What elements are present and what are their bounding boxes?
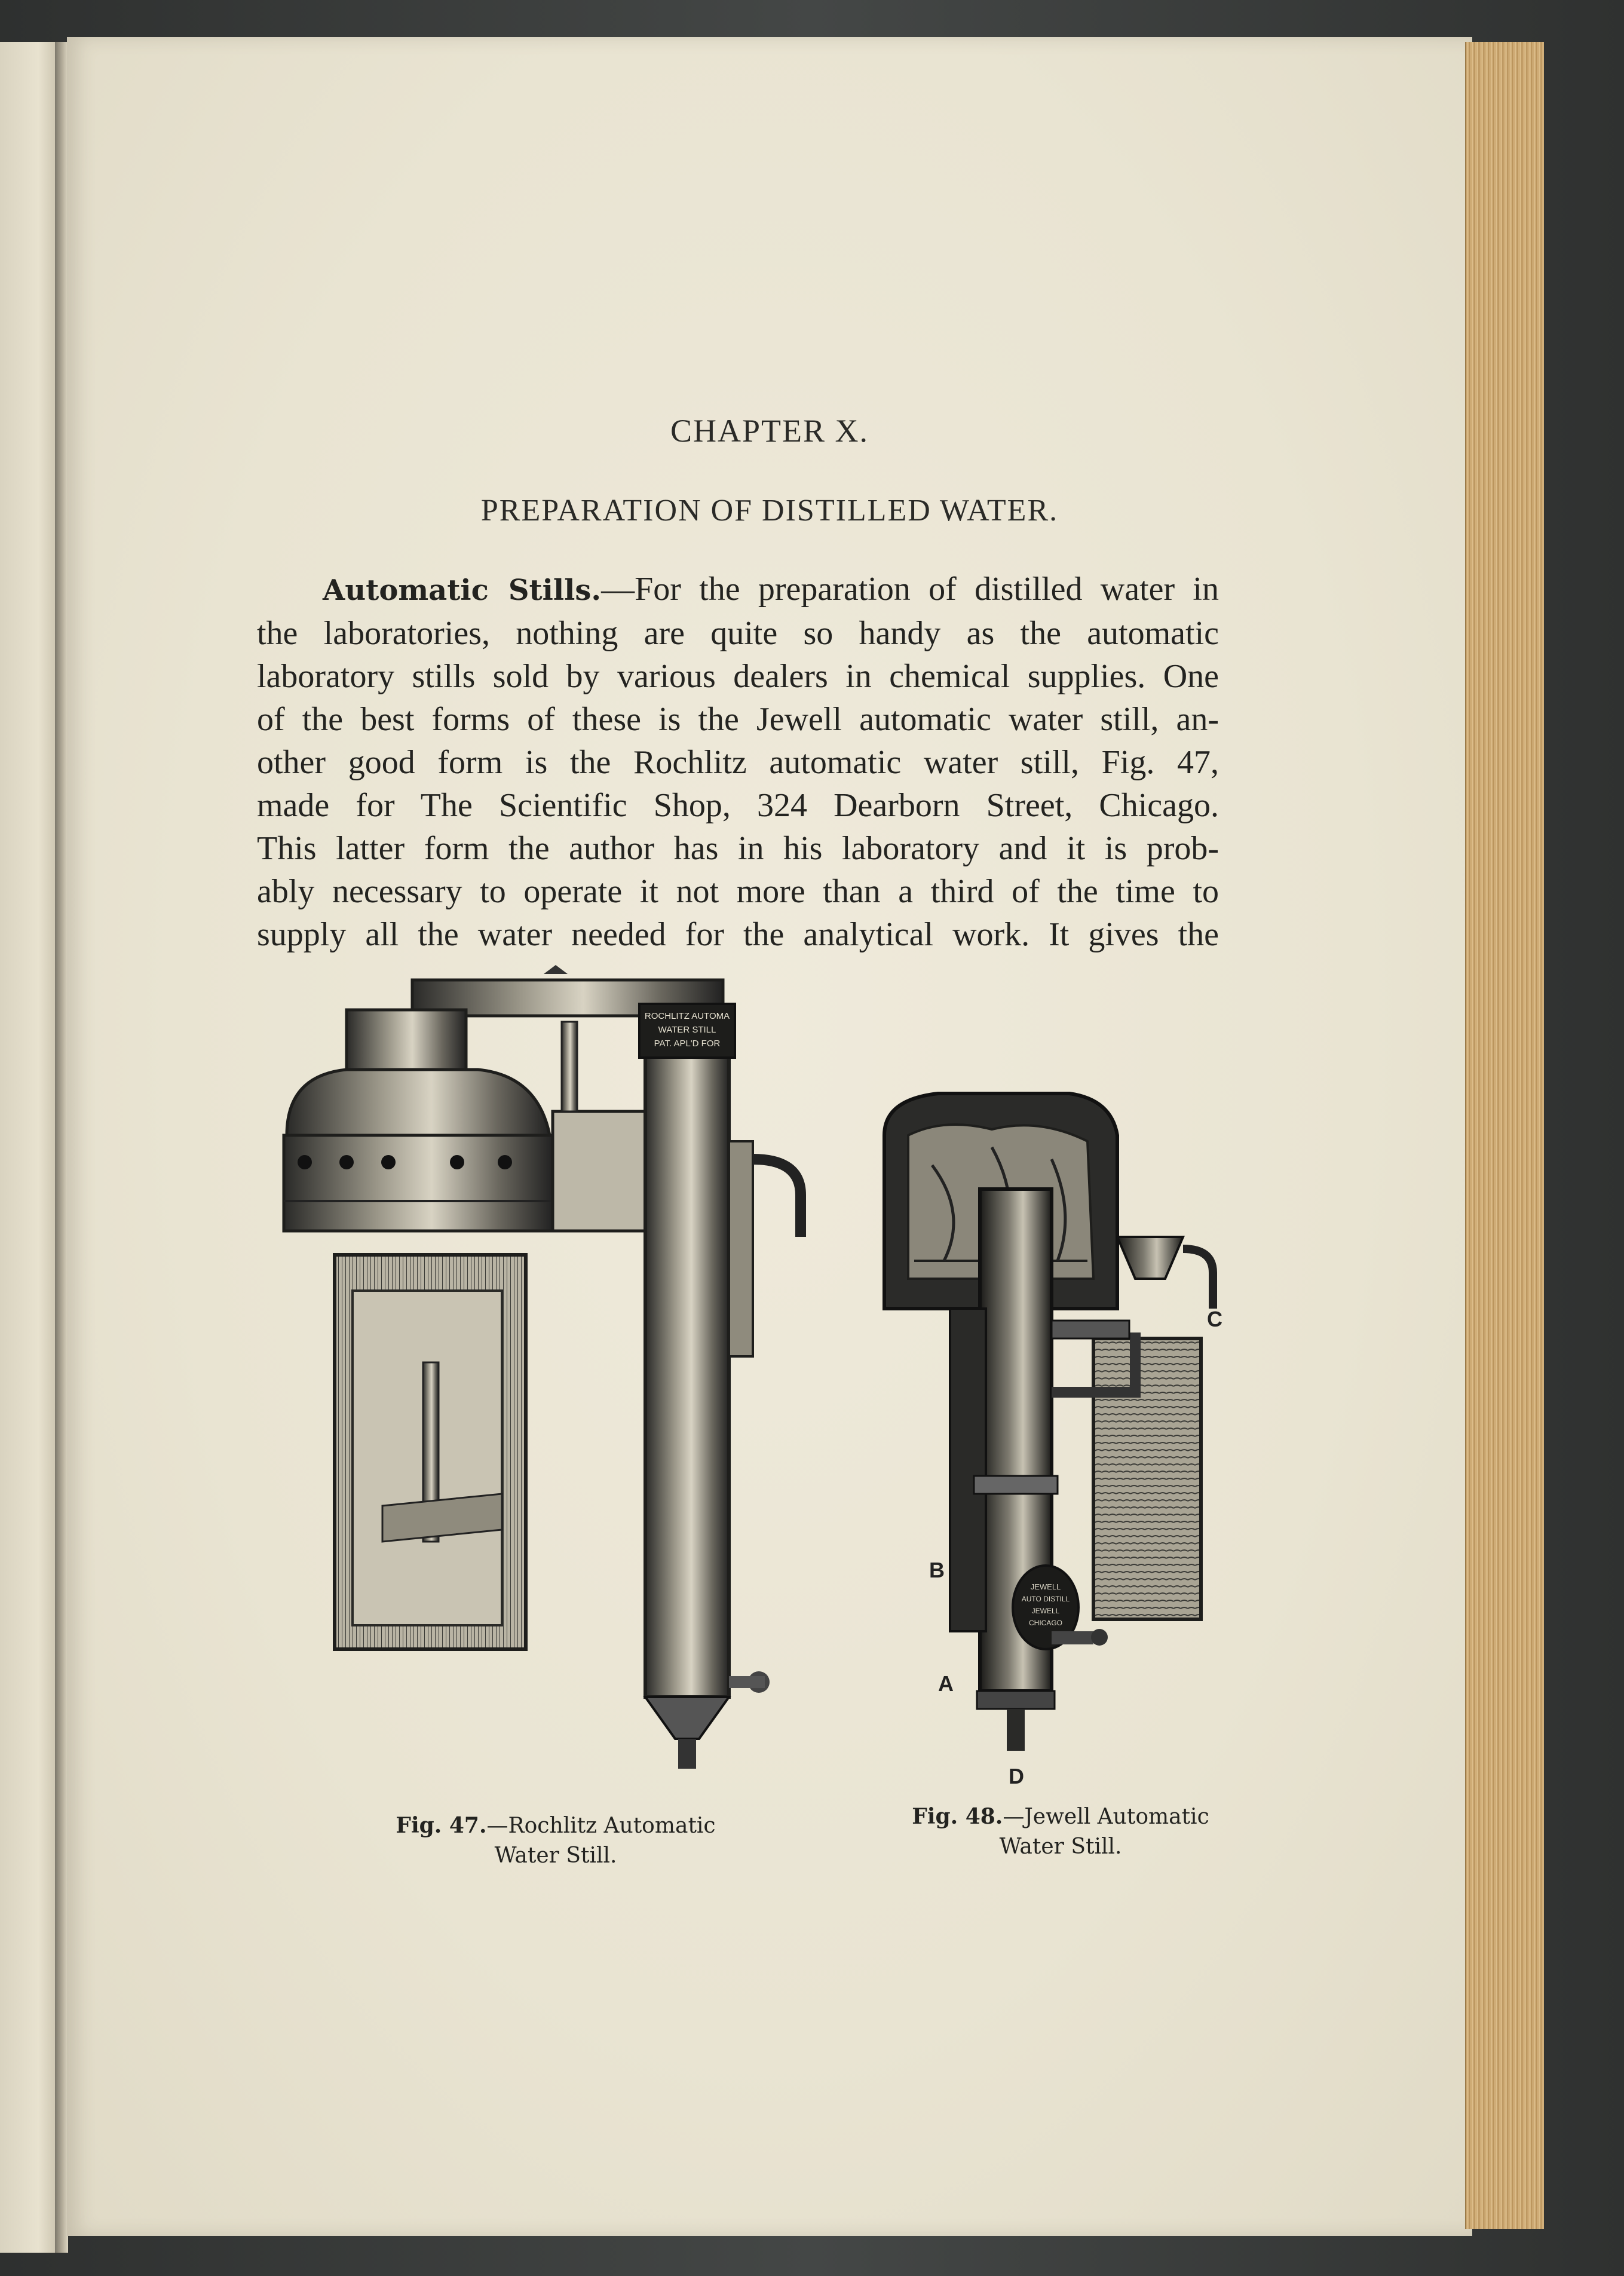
fig48-plate-line: AUTO DISTILL (1021, 1595, 1070, 1603)
fig48-label-b: B (929, 1558, 945, 1582)
chapter-heading: CHAPTER X. (670, 413, 869, 449)
fig48-plate-line: JEWELL (1030, 1582, 1061, 1591)
fig47-caption-line1: —Rochlitz Automatic (486, 1814, 716, 1838)
body-paragraph (257, 568, 1219, 956)
text-line: This latter form the author has in his laboratory and it is prob- (257, 830, 1219, 867)
fig48-plate-line: CHICAGO (1028, 1619, 1063, 1627)
chapter-title: PREPARATION OF DISTILLED WATER. (480, 494, 1059, 528)
fig48-label-c: C (1207, 1307, 1222, 1331)
fig47-plate-line: WATER STILL (658, 1025, 716, 1035)
text-line: of the best forms of these is the Jewell automatic water still, an- (257, 701, 1219, 738)
text-line: supply all the water needed for the analytical work. It gives the (257, 916, 1219, 953)
text-line: ably necessary to operate it not more than a third of the time to (257, 873, 1219, 910)
text-line: laboratory stills sold by various dealers in chemical supplies. One (257, 658, 1219, 695)
fig47-caption-line2: Water Still. (494, 1843, 617, 1868)
fig48-caption-line1: —Jewell Automatic (1003, 1805, 1209, 1829)
fig48-plate-line: JEWELL (1031, 1607, 1060, 1615)
facing-page-edge (0, 42, 57, 2253)
text-line: made for The Scientific Shop, 324 Dearborn Street, Chicago. (257, 787, 1219, 824)
fig47-plate-line: PAT. APL'D FOR (654, 1039, 721, 1049)
fig48-illustration (872, 1082, 1243, 1799)
fig47-plate-line: ROCHLITZ AUTOMA (644, 1011, 730, 1021)
text-line: other good form is the Rochlitz automatic water still, Fig. 47, (257, 744, 1219, 781)
fig48-label-a: A (938, 1671, 954, 1696)
fig48-caption (866, 1802, 1255, 1862)
page-block-edges (1465, 42, 1544, 2229)
fig47-caption (358, 1811, 753, 1871)
fig48-caption-line2: Water Still. (999, 1834, 1122, 1859)
paragraph-lead: Automatic Stills. (323, 574, 602, 607)
text-line: Automatic Stills.—For the preparation of distilled water in (323, 571, 1219, 608)
fig47-illustration (263, 956, 831, 1816)
fig48-label-d: D (1009, 1764, 1024, 1788)
fig47-number: Fig. 47. (396, 1813, 487, 1838)
book-gutter (55, 42, 68, 2253)
text-line: the laboratories, nothing are quite so handy as the automatic (257, 615, 1219, 652)
fig48-number: Fig. 48. (912, 1804, 1003, 1829)
